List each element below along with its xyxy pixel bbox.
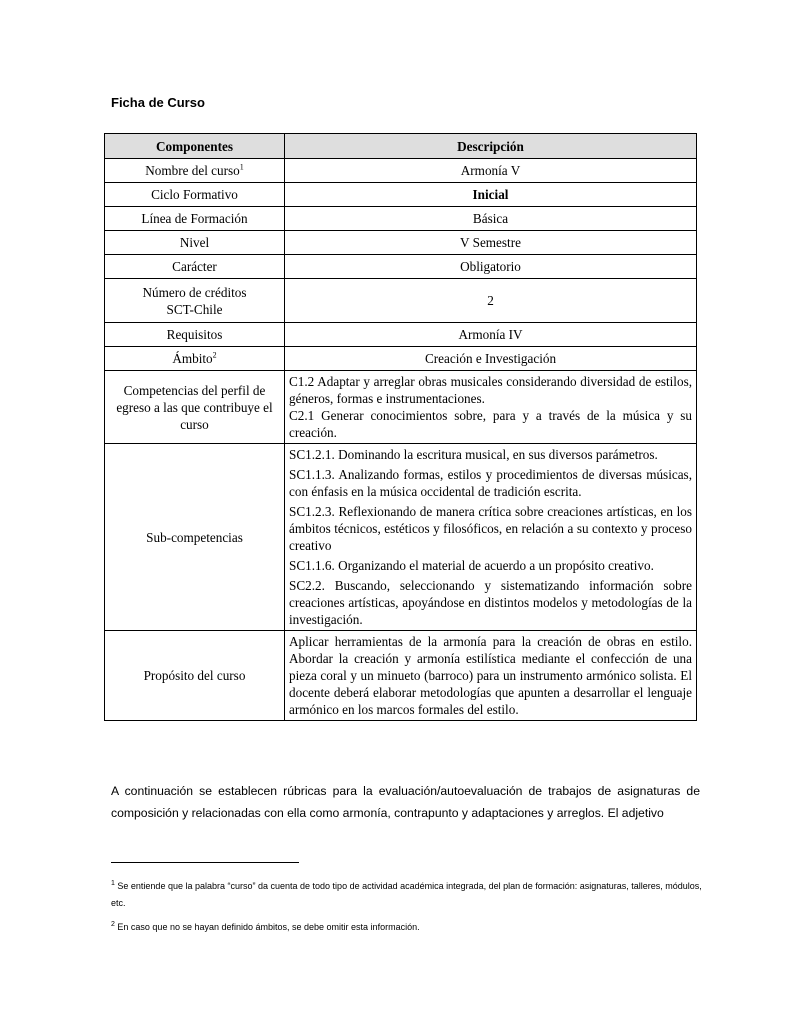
row-label: Requisitos xyxy=(105,323,285,347)
subcompetencia-item: SC1.1.6. Organizando el material de acuerdo a un propósito creativo. xyxy=(289,558,654,573)
subcompetencias-row xyxy=(105,444,697,631)
row-value: Creación e Investigación xyxy=(285,347,697,371)
row-label: Nombre del curso$^1$ xyxy=(105,159,285,183)
page-title: Ficha de Curso xyxy=(111,95,205,110)
table-row xyxy=(105,183,697,207)
row-value: Obligatorio xyxy=(285,255,697,279)
course-table xyxy=(104,133,697,721)
row-value: 2 xyxy=(285,279,697,323)
footnote-mark: 1 xyxy=(111,880,115,887)
row-value: Armonía IV xyxy=(285,323,697,347)
competencias-label: Competencias del perfil de egreso a las que contribuye el curso xyxy=(105,371,285,444)
footnote-ref: 1 xyxy=(239,162,244,172)
row-value: V Semestre xyxy=(285,231,697,255)
subcompetencias-label: Sub-competencias xyxy=(105,444,285,631)
header-componentes: Componentes xyxy=(105,134,285,159)
proposito-row xyxy=(105,631,697,721)
table-header-row xyxy=(105,134,697,159)
footnote-separator xyxy=(111,862,299,863)
row-label: Número de créditos SCT-Chile xyxy=(105,279,285,323)
table-row xyxy=(105,231,697,255)
row-label: Carácter xyxy=(105,255,285,279)
footnote-mark: 2 xyxy=(111,921,115,928)
row-label: Nivel xyxy=(105,231,285,255)
competencias-row xyxy=(105,371,697,444)
table-row xyxy=(105,255,697,279)
subcompetencia-item: SC1.1.3. Analizando formas, estilos y procedimientos de diversas músicas, con énfasis en la música occidental de tradición escrita. xyxy=(289,467,692,499)
footnote-text: Se entiende que la palabra “curso” da cuenta de todo tipo de actividad académica integrada, del plan de formación: asignaturas, talleres, módulos, etc. xyxy=(111,881,702,908)
competencia-item: C1.2 Adaptar y arreglar obras musicales considerando diversidad de estilos, géneros, formas e instrumentaciones. xyxy=(289,374,692,406)
subcompetencias-text xyxy=(285,444,697,631)
row-value: Inicial xyxy=(285,183,697,207)
proposito-text: Aplicar herramientas de la armonía para la creación de obras en estilo. Abordar la creación y armonía estilística mediante el confección de una pieza coral y un minueto (barroco) para un instrumento armónico solista. El docente deberá elaborar metodologías que apunten a desarrollar el lenguaje armónico en los marcos formales del estilo. xyxy=(285,631,697,721)
header-descripcion: Descripción xyxy=(285,134,697,159)
body-paragraph: A continuación se establecen rúbricas para la evaluación/autoevaluación de trabajos de asignaturas de composición y relacionadas con ella como armonía, contrapunto y adaptaciones y arreglos. El adjetivo xyxy=(111,784,700,820)
table-row xyxy=(105,279,697,323)
footnote-1 xyxy=(111,878,706,912)
subcompetencia-item: SC2.2. Buscando, seleccionando y sistematizando información sobre creaciones artísticas, apoyándose en distintos modelos y metodologías de la investigación. xyxy=(289,578,692,627)
footnote-2 xyxy=(111,919,706,936)
table-row xyxy=(105,207,697,231)
subcompetencia-item: SC1.2.3. Reflexionando de manera crítica sobre creaciones artísticas, en los ámbitos técnicos, estéticos y filosóficos, en relación a su contexto y proceso creativo xyxy=(289,504,692,553)
table-row xyxy=(105,323,697,347)
competencias-text xyxy=(285,371,697,444)
row-label: Ciclo Formativo xyxy=(105,183,285,207)
competencia-item: C2.1 Generar conocimientos sobre, para y a través de la música y su creación. xyxy=(289,408,692,440)
row-value: Armonía V xyxy=(285,159,697,183)
proposito-label: Propósito del curso xyxy=(105,631,285,721)
row-label: Ámbito$^2$ xyxy=(105,347,285,371)
footnote-text: En caso que no se hayan definido ámbitos, se debe omitir esta información. xyxy=(114,922,420,932)
table-row xyxy=(105,159,697,183)
subcompetencia-item: SC1.2.1. Dominando la escritura musical, en sus diversos parámetros. xyxy=(289,447,658,462)
row-label: Línea de Formación xyxy=(105,207,285,231)
footnote-ref: 2 xyxy=(212,350,217,360)
table-row xyxy=(105,347,697,371)
row-value: Básica xyxy=(285,207,697,231)
